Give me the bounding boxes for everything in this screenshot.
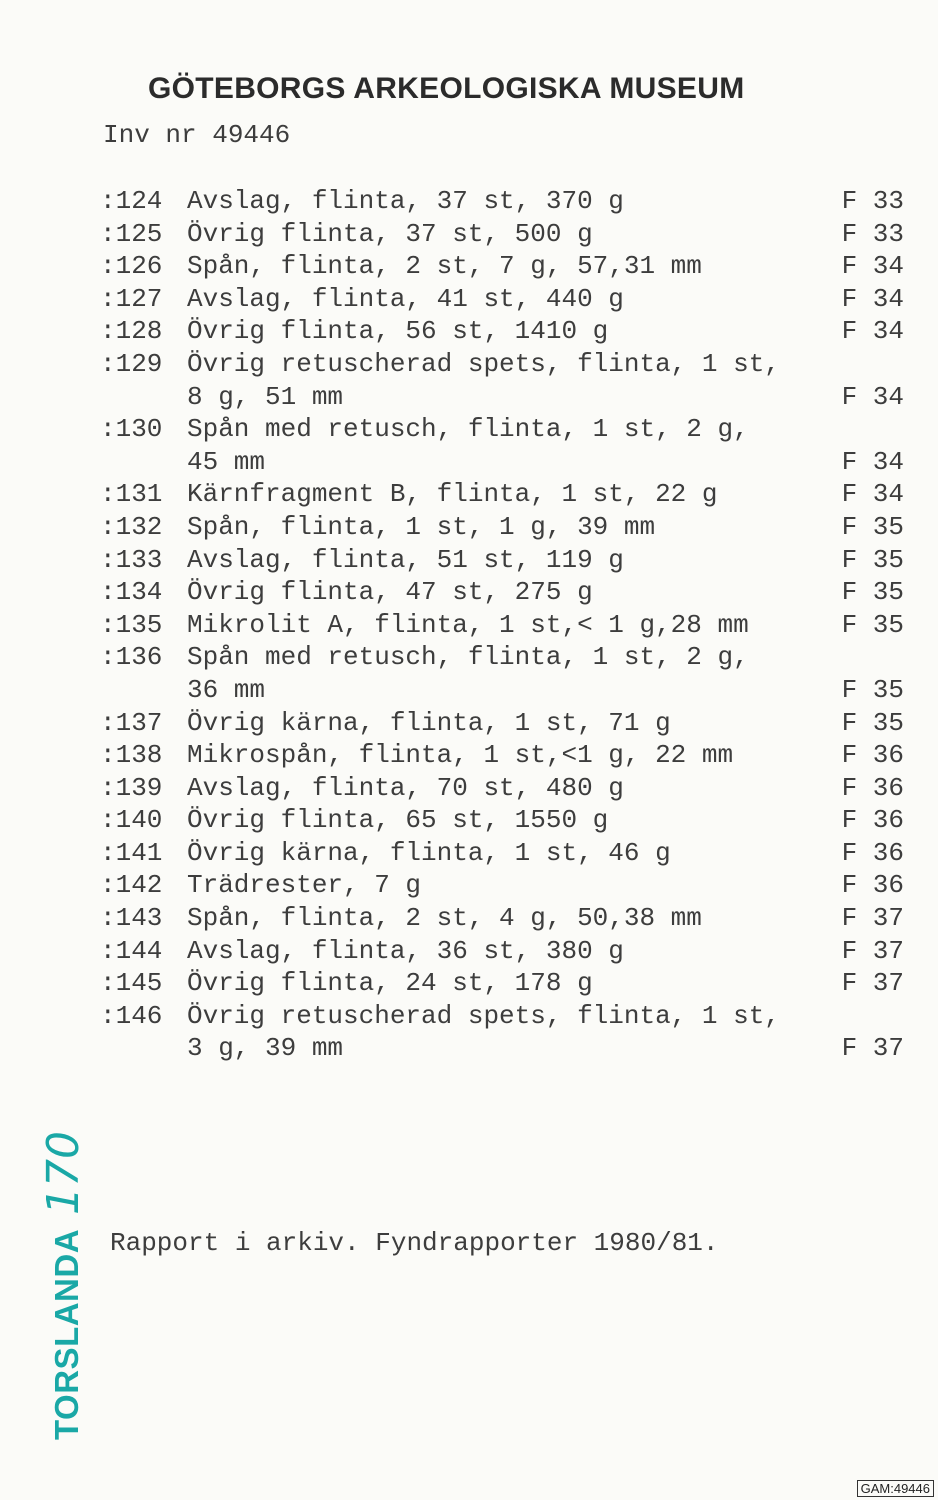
find-row [100, 773, 910, 806]
find-description: 36 mm [187, 674, 266, 705]
find-description: Övrig retuscherad spets, flinta, 1 st, [187, 1000, 780, 1031]
find-reference: F 33 [841, 186, 904, 216]
find-reference: F 36 [841, 772, 904, 803]
find-row [100, 936, 910, 969]
find-description: Kärnfragment B, flinta, 1 st, 22 g [187, 479, 718, 510]
find-reference: F 34 [841, 251, 904, 282]
find-reference: F 36 [841, 870, 904, 901]
find-row [100, 903, 910, 936]
find-description: Övrig flinta, 56 st, 1410 g [187, 316, 609, 347]
find-description: Övrig kärna, flinta, 1 st, 46 g [187, 837, 671, 868]
find-reference: F 34 [841, 316, 904, 347]
find-description: Avslag, flinta, 51 st, 119 g [187, 544, 624, 575]
find-reference: F 36 [841, 740, 904, 771]
find-number: :145 [100, 968, 163, 999]
find-row [100, 1033, 910, 1066]
find-row [100, 675, 910, 708]
find-description: Mikrolit A, flinta, 1 st,< 1 g,28 mm [187, 609, 749, 640]
find-description: Övrig flinta, 24 st, 178 g [187, 968, 593, 999]
find-reference: F 34 [841, 381, 904, 412]
find-description: Spån med retusch, flinta, 1 st, 2 g, [187, 414, 749, 445]
find-number: :140 [100, 805, 163, 836]
find-row [100, 479, 910, 512]
find-reference: F 37 [841, 968, 904, 999]
find-reference: F 33 [841, 218, 904, 249]
find-number: :146 [100, 1000, 163, 1031]
find-description: Avslag, flinta, 37 st, 370 g [187, 186, 624, 216]
find-row [100, 740, 910, 773]
find-description: Övrig flinta, 47 st, 275 g [187, 577, 593, 608]
find-description: Avslag, flinta, 36 st, 380 g [187, 935, 624, 966]
find-row [100, 316, 910, 349]
find-number: :130 [100, 414, 163, 445]
find-description: Övrig kärna, flinta, 1 st, 71 g [187, 707, 671, 738]
find-row [100, 219, 910, 252]
find-row [100, 870, 910, 903]
report-note: Rapport i arkiv. Fyndrapporter 1980/81. [110, 1228, 719, 1258]
find-number: :126 [100, 251, 163, 282]
find-description: Trädrester, 7 g [187, 870, 422, 901]
museum-title: GÖTEBORGS ARKEOLOGISKA MUSEUM [148, 72, 745, 105]
find-row [100, 512, 910, 545]
find-number: :134 [100, 577, 163, 608]
find-row [100, 577, 910, 610]
find-number: :125 [100, 218, 163, 249]
find-number: :133 [100, 544, 163, 575]
find-reference: F 35 [841, 674, 904, 705]
find-description: Övrig flinta, 65 st, 1550 g [187, 805, 609, 836]
find-reference: F 34 [841, 479, 904, 510]
find-row [100, 186, 910, 219]
find-description: Spån, flinta, 2 st, 4 g, 50,38 mm [187, 903, 702, 934]
find-description: Avslag, flinta, 70 st, 480 g [187, 772, 624, 803]
find-row [100, 447, 910, 480]
find-row [100, 610, 910, 643]
find-description: Avslag, flinta, 41 st, 440 g [187, 283, 624, 314]
find-number: :136 [100, 642, 163, 673]
find-number: :135 [100, 609, 163, 640]
find-reference: F 36 [841, 805, 904, 836]
find-row [100, 382, 910, 415]
find-description: Övrig flinta, 37 st, 500 g [187, 218, 593, 249]
find-description: Spån, flinta, 1 st, 1 g, 39 mm [187, 511, 656, 542]
find-description: 8 g, 51 mm [187, 381, 344, 412]
find-number: :144 [100, 935, 163, 966]
find-number: :131 [100, 479, 163, 510]
find-row [100, 349, 910, 382]
find-reference: F 37 [841, 935, 904, 966]
find-reference: F 36 [841, 837, 904, 868]
find-list [100, 186, 910, 1066]
find-row [100, 838, 910, 871]
find-number: :132 [100, 511, 163, 542]
find-description: 45 mm [187, 446, 266, 477]
find-description: Spån med retusch, flinta, 1 st, 2 g, [187, 642, 749, 673]
find-number: :129 [100, 348, 163, 379]
find-row [100, 805, 910, 838]
find-description: 3 g, 39 mm [187, 1033, 344, 1064]
place-label [38, 1131, 89, 1440]
find-reference: F 35 [841, 707, 904, 738]
find-number: :128 [100, 316, 163, 347]
find-reference: F 35 [841, 577, 904, 608]
find-reference: F 35 [841, 544, 904, 575]
find-number: :143 [100, 903, 163, 934]
find-row [100, 251, 910, 284]
find-row [100, 284, 910, 317]
find-row [100, 1001, 910, 1034]
find-reference: F 37 [841, 1033, 904, 1064]
find-number: :137 [100, 707, 163, 738]
find-row [100, 968, 910, 1001]
find-description: Spån, flinta, 2 st, 7 g, 57,31 mm [187, 251, 702, 282]
find-reference: F 34 [841, 446, 904, 477]
inventory-number: Inv nr 49446 [103, 120, 291, 150]
find-reference: F 37 [841, 903, 904, 934]
place-name: TORSLANDA [48, 1228, 85, 1440]
find-reference: F 34 [841, 283, 904, 314]
find-row [100, 545, 910, 578]
find-number: :142 [100, 870, 163, 901]
find-row [100, 708, 910, 741]
catalog-stamp: GAM:49446 [857, 1480, 934, 1497]
find-reference: F 35 [841, 609, 904, 640]
handwritten-number: 170 [38, 1130, 89, 1215]
find-reference: F 35 [841, 511, 904, 542]
find-row [100, 642, 910, 675]
find-number: :139 [100, 772, 163, 803]
find-number: :127 [100, 283, 163, 314]
find-number: :138 [100, 740, 163, 771]
find-description: Mikrospån, flinta, 1 st,<1 g, 22 mm [187, 740, 734, 771]
find-number: :124 [100, 186, 163, 216]
find-row [100, 414, 910, 447]
find-description: Övrig retuscherad spets, flinta, 1 st, [187, 348, 780, 379]
find-number: :141 [100, 837, 163, 868]
